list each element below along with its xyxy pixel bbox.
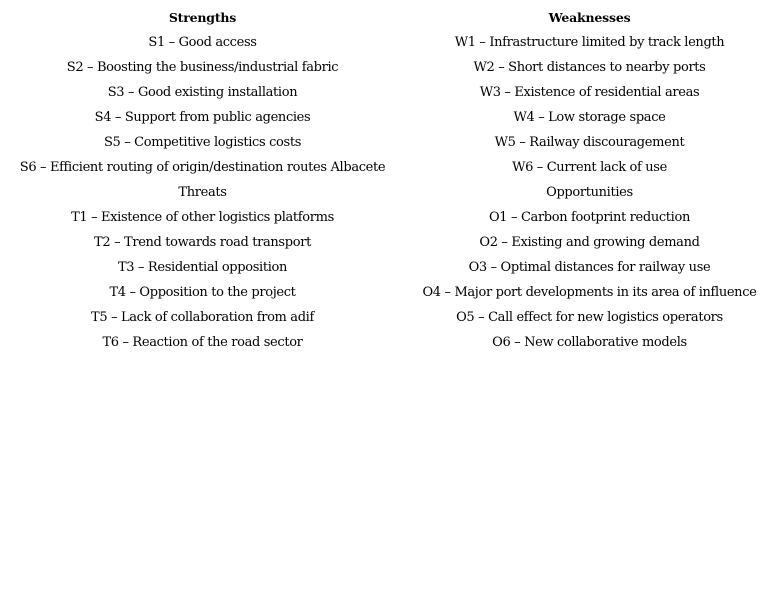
weaknesses-heading: Weaknesses	[548, 10, 631, 25]
table-row-subheader	[0, 180, 774, 205]
threats-heading: Threats	[178, 185, 227, 200]
weakness-item: W6 – Current lack of use	[512, 160, 667, 175]
threat-item: T6 – Reaction of the road sector	[102, 335, 303, 350]
weakness-item: W5 – Railway discouragement	[494, 135, 685, 150]
threat-item: T3 – Residential opposition	[117, 260, 288, 275]
weakness-item: W4 – Low storage space	[513, 110, 666, 125]
opportunity-item: O2 – Existing and growing demand	[479, 235, 700, 250]
strength-item: S2 – Boosting the business/industrial fabric	[66, 60, 339, 75]
weakness-item: W3 – Existence of residential areas	[479, 85, 700, 100]
table-row	[0, 280, 774, 305]
table-row-header	[0, 5, 774, 30]
weakness-item: W1 – Infrastructure limited by track length	[454, 35, 725, 50]
strength-item: S5 – Competitive logistics costs	[103, 135, 302, 150]
opportunities-heading: Opportunities	[546, 185, 633, 200]
table-row	[0, 130, 774, 155]
threat-item: T2 – Trend towards road transport	[94, 235, 311, 250]
strength-item: S6 – Efficient routing of origin/destination routes Albacete	[19, 160, 386, 175]
strength-item: S3 – Good existing installation	[107, 85, 298, 100]
table-row	[0, 30, 774, 55]
opportunity-item: O5 – Call effect for new logistics operators	[456, 310, 723, 325]
table-row	[0, 55, 774, 80]
swot-table	[0, 5, 774, 355]
table-row	[0, 305, 774, 330]
opportunity-item: O4 – Major port developments in its area of influence	[422, 285, 757, 300]
threat-item: T4 – Opposition to the project	[109, 285, 296, 300]
table-row	[0, 155, 774, 180]
opportunity-item: O6 – New collaborative models	[492, 335, 687, 350]
strengths-heading: Strengths	[168, 10, 237, 25]
weakness-item: W2 – Short distances to nearby ports	[473, 60, 706, 75]
threat-item: T5 – Lack of collaboration from adif	[91, 310, 314, 325]
table-row	[0, 230, 774, 255]
table-row	[0, 105, 774, 130]
strength-item: S1 – Good access	[148, 35, 257, 50]
threat-item: T1 – Existence of other logistics platforms	[71, 210, 334, 225]
opportunity-item: O3 – Optimal distances for railway use	[468, 260, 711, 275]
opportunity-item: O1 – Carbon footprint reduction	[489, 210, 690, 225]
table-row	[0, 330, 774, 355]
strength-item: S4 – Support from public agencies	[94, 110, 311, 125]
table-row	[0, 205, 774, 230]
table-row	[0, 80, 774, 105]
table-row	[0, 255, 774, 280]
